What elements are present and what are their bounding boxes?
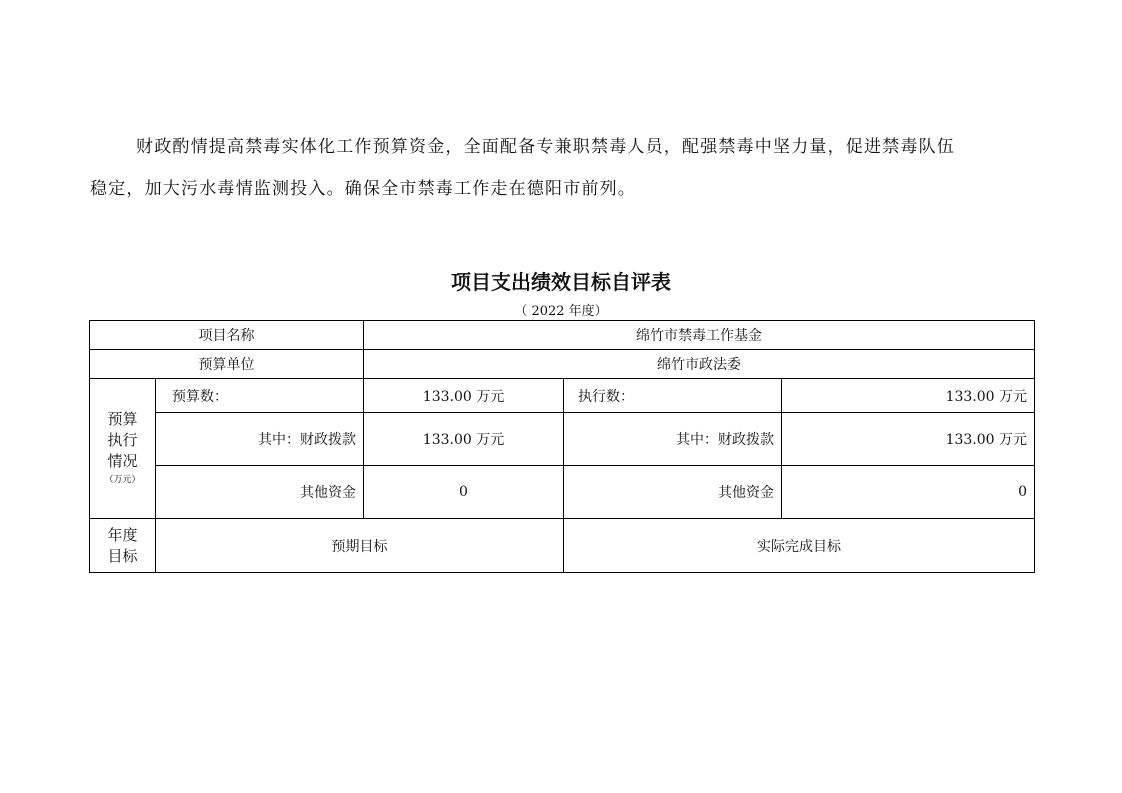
paragraph-line-1: 财政酌情提高禁毒实体化工作预算资金，全面配备专兼职禁毒人员，配强禁毒中坚力量，促进禁毒队伍 (136, 137, 955, 157)
table-row-annual-goal (90, 519, 1035, 573)
paragraph-line-2: 稳定，加大污水毒情监测投入。确保全市禁毒工作走在德阳市前列。 (90, 179, 636, 199)
budget-other-value: 0 (364, 466, 564, 519)
budget-fiscal-value: 133.00 万元 (364, 413, 564, 466)
budget-other-label: 其他资金 (156, 466, 364, 519)
table-subtitle: （ 2022 年度） (514, 304, 608, 319)
budget-amount-value: 133.00 万元 (364, 379, 564, 413)
budget-execution-label-line-1: 预算 (107, 410, 138, 428)
annual-goal-label (90, 519, 156, 573)
table-row-budget-unit (90, 350, 1035, 379)
table-title: 项目支出绩效目标自评表 (451, 270, 671, 294)
exec-fiscal-label: 其中：财政拨款 (564, 413, 782, 466)
performance-evaluation-table (89, 320, 1035, 573)
project-name-label: 项目名称 (90, 321, 364, 350)
exec-amount-label: 执行数： (564, 379, 782, 413)
budget-execution-unit: （万元） (104, 475, 141, 485)
table-row-budget-amount (90, 379, 1035, 413)
exec-other-label: 其他资金 (564, 466, 782, 519)
expected-goal-label: 预期目标 (156, 519, 564, 573)
budget-unit-label: 预算单位 (90, 350, 364, 379)
exec-other-value: 0 (782, 466, 1035, 519)
table-row-fiscal-appropriation (90, 413, 1035, 466)
budget-execution-label-line-3: 情况 (107, 452, 138, 470)
project-name-value: 绵竹市禁毒工作基金 (364, 321, 1035, 350)
budget-execution-label (90, 379, 156, 519)
exec-fiscal-value: 133.00 万元 (782, 413, 1035, 466)
exec-amount-value: 133.00 万元 (782, 379, 1035, 413)
budget-unit-value: 绵竹市政法委 (364, 350, 1035, 379)
annual-goal-label-line-2: 目标 (107, 546, 138, 565)
budget-fiscal-label: 其中：财政拨款 (156, 413, 364, 466)
table-row-project-name (90, 321, 1035, 350)
actual-goal-label: 实际完成目标 (564, 519, 1035, 573)
table-row-other-funds (90, 466, 1035, 519)
budget-execution-label-line-2: 执行 (107, 431, 138, 449)
annual-goal-label-line-1: 年度 (107, 525, 138, 544)
budget-amount-label: 预算数： (156, 379, 364, 413)
